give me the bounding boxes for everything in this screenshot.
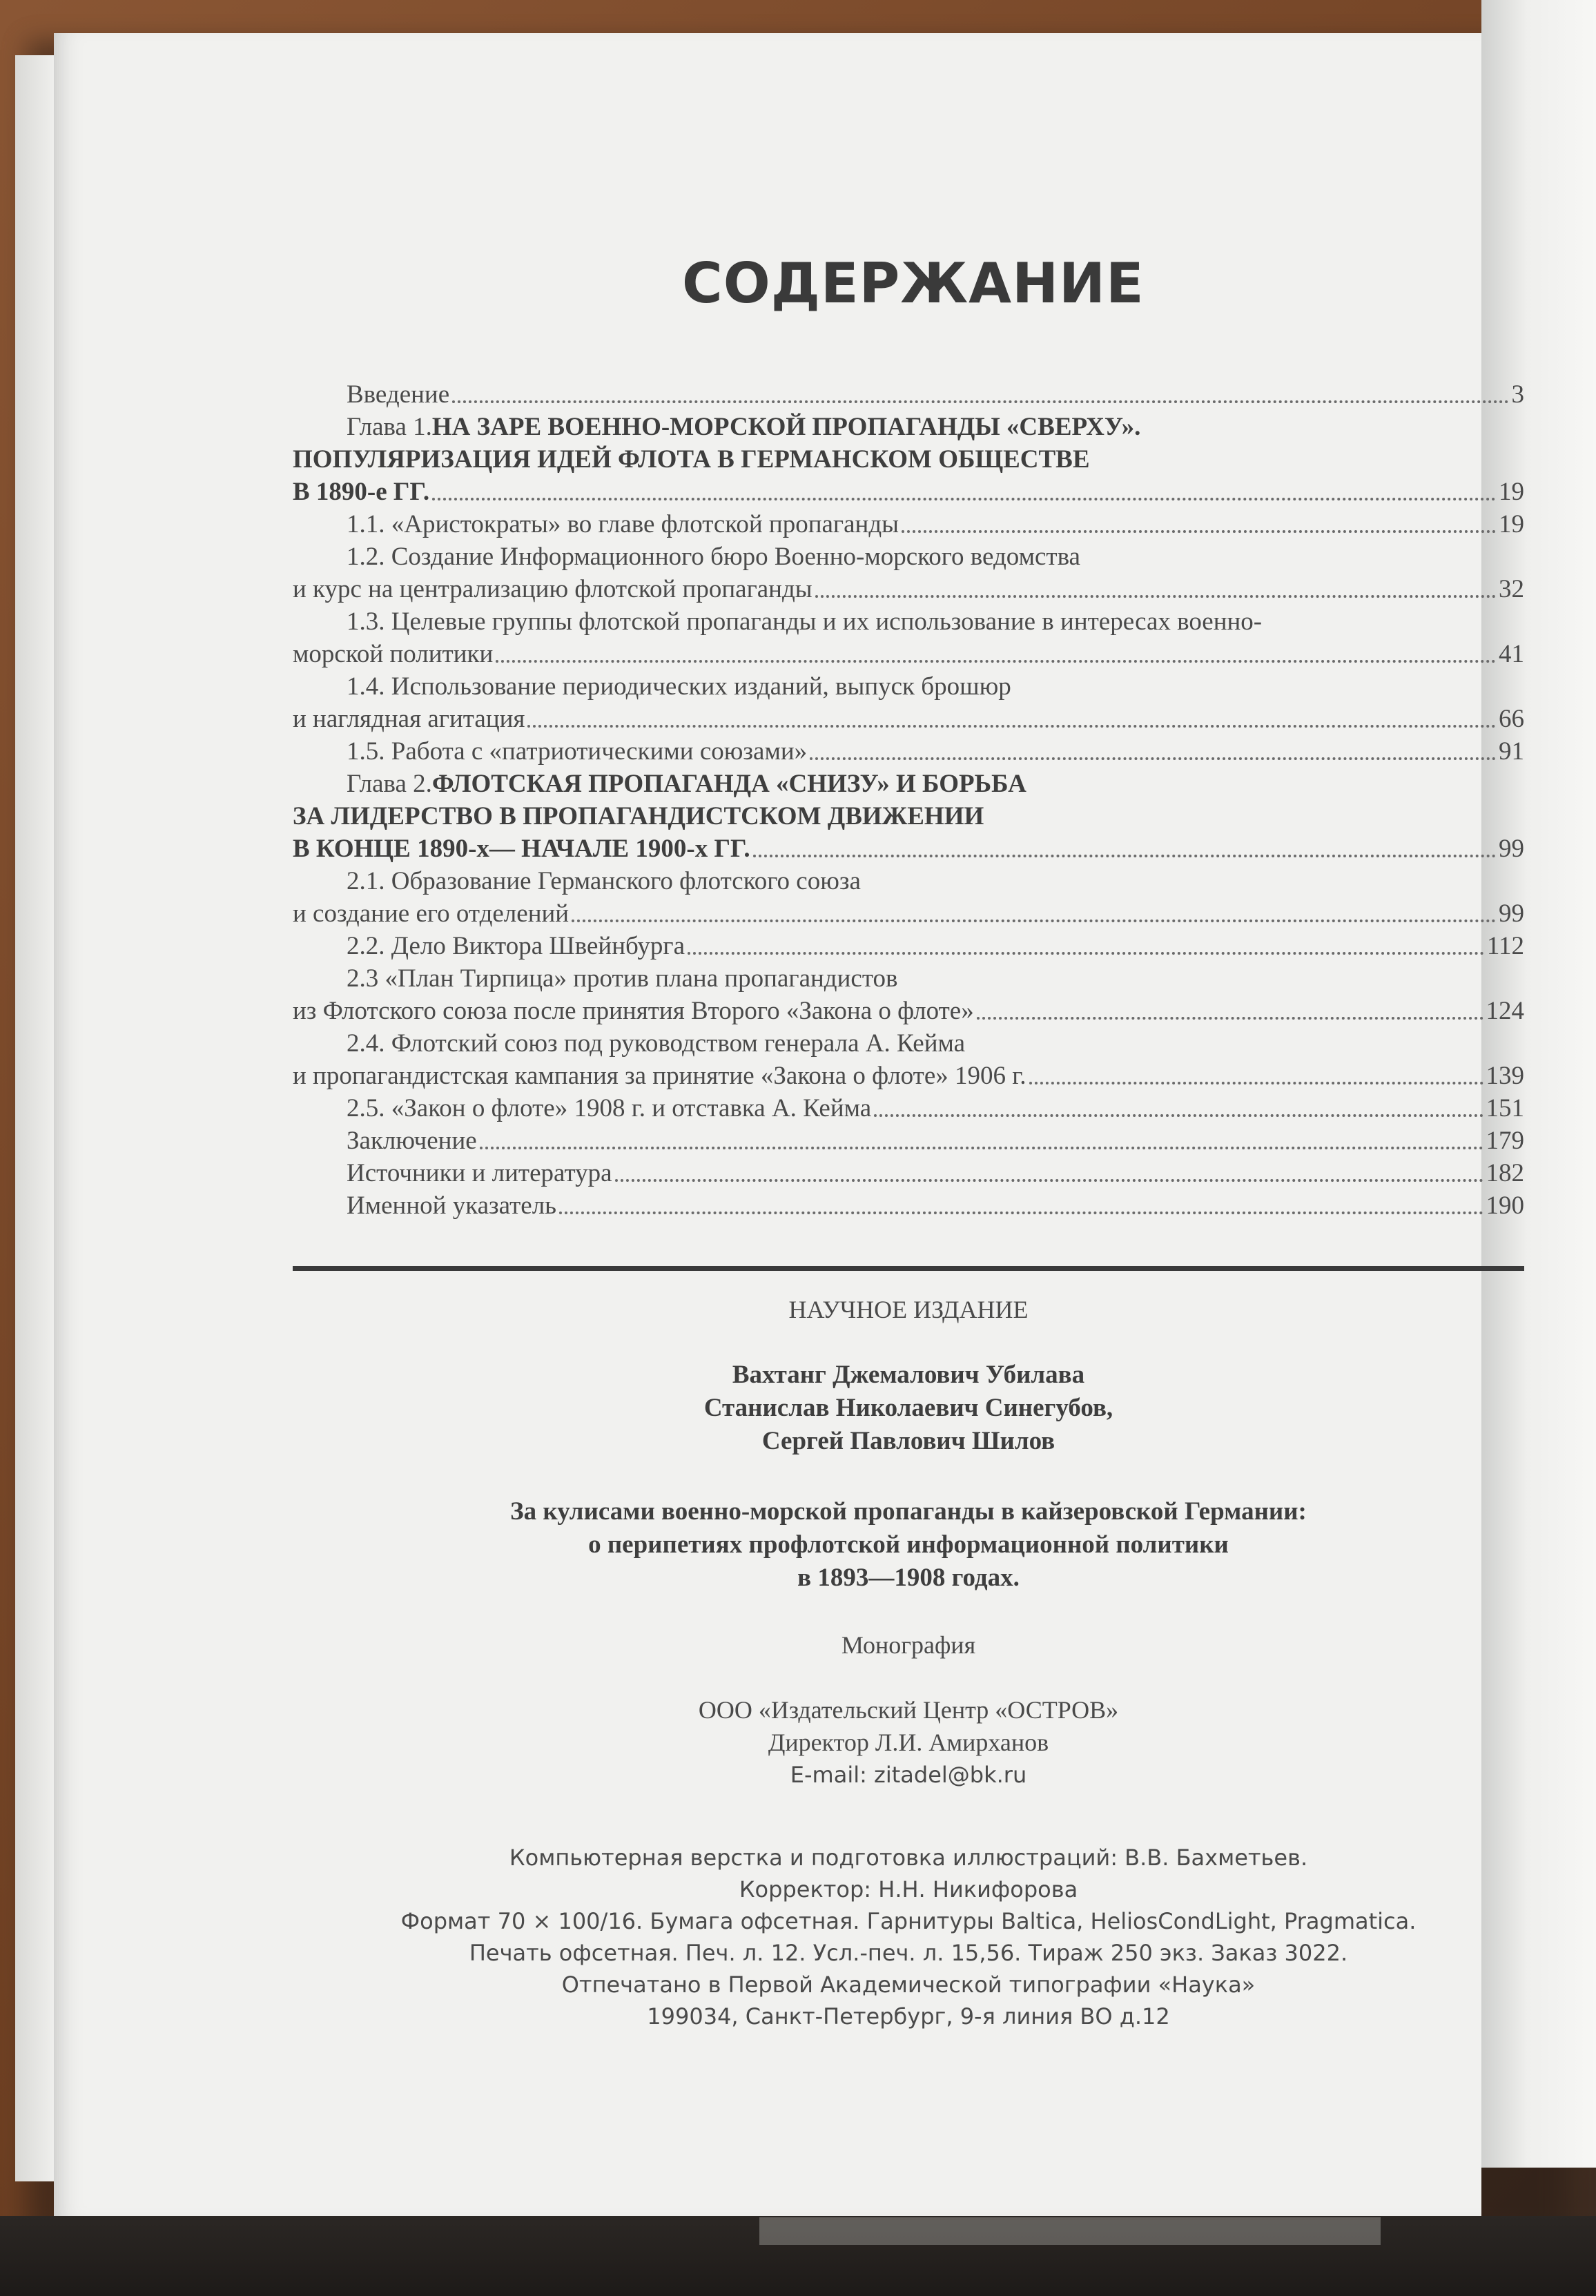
toc-leader-dots bbox=[527, 725, 1496, 728]
toc-entry-text: ПОПУЛЯРИЗАЦИЯ ИДЕЙ ФЛОТА В ГЕРМАНСКОМ ОБЩЕСТВЕ bbox=[293, 445, 1090, 474]
toc-entry-text: Заключение bbox=[347, 1127, 477, 1155]
toc-entry bbox=[293, 800, 1524, 833]
toc-entry bbox=[293, 508, 1524, 541]
toc-leader-dots bbox=[874, 1114, 1483, 1117]
imprint-edition-type bbox=[293, 1294, 1524, 1326]
toc-entry bbox=[293, 897, 1524, 930]
toc-leader-dots bbox=[1029, 1082, 1483, 1084]
toc-entry bbox=[293, 605, 1524, 638]
toc-leader-dots bbox=[977, 1017, 1483, 1020]
colophon-line: Корректор: Н.Н. Никифорова bbox=[739, 1876, 1078, 1903]
toc-entry-page: 91 bbox=[1499, 737, 1524, 766]
toc-entry-page: 112 bbox=[1486, 932, 1524, 960]
toc-leader-dots bbox=[496, 660, 1496, 663]
imprint-publisher bbox=[293, 1694, 1524, 1791]
toc-entry-prefix: Глава 1. bbox=[347, 413, 432, 441]
toc-entry bbox=[293, 476, 1524, 508]
colophon-line: 199034, Санкт-Петербург, 9-я линия ВО д.12 bbox=[647, 2003, 1170, 2030]
section-divider bbox=[293, 1266, 1524, 1271]
toc-leader-dots bbox=[688, 952, 1484, 955]
author-name: Станислав Николаевич Синегубов, bbox=[703, 1394, 1113, 1422]
toc-entry-text: и наглядная агитация bbox=[293, 705, 525, 733]
toc-leader-dots bbox=[559, 1212, 1483, 1214]
imprint-book-title bbox=[293, 1495, 1524, 1595]
toc-entry bbox=[293, 638, 1524, 670]
toc-entry bbox=[293, 1027, 1524, 1060]
toc-entry bbox=[293, 995, 1524, 1027]
toc-entry-text: и курс на централизацию флотской пропаганды bbox=[293, 575, 812, 603]
genre: Монография bbox=[841, 1631, 976, 1659]
toc-entry bbox=[293, 1060, 1524, 1092]
page-title: СОДЕРЖАНИЕ bbox=[682, 251, 1145, 315]
edition-type: НАУЧНОЕ ИЗДАНИЕ bbox=[788, 1296, 1029, 1323]
toc-leader-dots bbox=[815, 595, 1496, 598]
toc-entry-page: 66 bbox=[1499, 705, 1524, 733]
toc-entry-page: 41 bbox=[1499, 640, 1524, 668]
toc-entry-text: НА ЗАРЕ ВОЕННО-МОРСКОЙ ПРОПАГАНДЫ «СВЕРХУ». bbox=[431, 413, 1141, 441]
toc-entry-page: 99 bbox=[1499, 835, 1524, 863]
toc-entry-text: 2.4. Флотский союз под руководством генерала А. Кейма bbox=[347, 1029, 966, 1058]
colophon-line: Отпечатано в Первой Академической типографии «Наука» bbox=[561, 1972, 1256, 1998]
toc-entry-text: 1.5. Работа с «патриотическими союзами» bbox=[347, 737, 808, 766]
colophon-line: Печать офсетная. Печ. л. 12. Усл.-печ. л. 15,56. Тираж 250 экз. Заказ 3022. bbox=[469, 1940, 1348, 1966]
colophon-line: Формат 70 × 100/16. Бумага офсетная. Гарнитуры Baltica, HeliosCondLight, Pragmatica. bbox=[400, 1908, 1417, 1934]
toc-entry-text: и пропагандистская кампания за принятие «Закона о флоте» 1906 г. bbox=[293, 1062, 1026, 1090]
toc-entry-text: 1.3. Целевые группы флотской пропаганды и их использование в интересах военно- bbox=[347, 607, 1263, 636]
toc-entry-text: 2.3 «План Тирпица» против плана пропагандистов bbox=[347, 964, 898, 993]
toc-entry bbox=[293, 768, 1524, 800]
toc-entry-page: 151 bbox=[1486, 1094, 1524, 1122]
toc-entry-text: морской политики bbox=[293, 640, 494, 668]
colophon-line: Компьютерная верстка и подготовка иллюстраций: В.В. Бахметьев. bbox=[509, 1845, 1308, 1871]
toc-entry-page: 99 bbox=[1499, 899, 1524, 928]
toc-entry-text: В КОНЦЕ 1890-х— НАЧАЛЕ 1900-х ГГ. bbox=[293, 835, 750, 863]
toc-entry bbox=[293, 1189, 1524, 1222]
toc-leader-dots bbox=[615, 1179, 1483, 1182]
toc-entry bbox=[293, 930, 1524, 962]
publisher-email: E-mail: zitadel@bk.ru bbox=[790, 1762, 1027, 1788]
toc-entry-page: 124 bbox=[1486, 997, 1524, 1025]
toc-entry-text: Именной указатель bbox=[347, 1191, 557, 1220]
toc-entry bbox=[293, 443, 1524, 476]
toc-entry-text: Источники и литература bbox=[347, 1159, 612, 1187]
toc-entry bbox=[293, 865, 1524, 897]
book-title-line: о перипетиях профлотской информационной политики bbox=[588, 1530, 1229, 1559]
toc-entry bbox=[293, 378, 1524, 411]
book-title-line: За кулисами военно-морской пропаганды в кайзеровской Германии: bbox=[510, 1497, 1307, 1526]
toc-entry-page: 19 bbox=[1499, 510, 1524, 538]
toc-entry bbox=[293, 1092, 1524, 1125]
imprint-genre bbox=[293, 1629, 1524, 1662]
book-page bbox=[54, 33, 1524, 2216]
toc-entry-page: 190 bbox=[1486, 1191, 1524, 1220]
toc-entry-text: В 1890-е ГГ. bbox=[293, 478, 430, 506]
imprint-authors bbox=[293, 1359, 1524, 1458]
toc-entry-page: 3 bbox=[1511, 380, 1524, 409]
toc-entry-text: 1.2. Создание Информационного бюро Военно-морского ведомства bbox=[347, 543, 1080, 571]
toc-entry-text: и создание его отделений bbox=[293, 899, 570, 928]
toc-leader-dots bbox=[810, 757, 1496, 760]
publisher-line: Директор Л.И. Амирханов bbox=[768, 1729, 1049, 1756]
toc-entry-text: 1.4. Использование периодических изданий, выпуск брошюр bbox=[347, 672, 1011, 701]
toc-entry-page: 19 bbox=[1499, 478, 1524, 506]
toc-entry-page: 139 bbox=[1486, 1062, 1524, 1090]
toc-entry bbox=[293, 962, 1524, 995]
toc-entry bbox=[293, 411, 1524, 443]
toc-entry-page: 179 bbox=[1486, 1127, 1524, 1155]
toc-leader-dots bbox=[480, 1147, 1483, 1149]
toc-entry-text: ЗА ЛИДЕРСТВО В ПРОПАГАНДИСТСКОМ ДВИЖЕНИИ bbox=[293, 802, 984, 830]
toc-entry-text: 2.1. Образование Германского флотского союза bbox=[347, 867, 861, 895]
toc-entry-text: Введение bbox=[347, 380, 450, 409]
toc-entry-prefix: Глава 2. bbox=[347, 770, 432, 798]
toc-entry-page: 182 bbox=[1486, 1159, 1524, 1187]
light-reflection bbox=[759, 2217, 1381, 2245]
toc-entry-text: 2.5. «Закон о флоте» 1908 г. и отставка А. Кейма bbox=[347, 1094, 872, 1122]
toc-entry-text: 2.2. Дело Виктора Швейнбурга bbox=[347, 932, 685, 960]
toc-entry-page: 32 bbox=[1499, 575, 1524, 603]
book-spine bbox=[15, 55, 57, 2181]
toc-leader-dots bbox=[432, 498, 1496, 500]
toc-entry bbox=[293, 541, 1524, 573]
author-name: Сергей Павлович Шилов bbox=[761, 1427, 1055, 1455]
toc-leader-dots bbox=[572, 920, 1496, 922]
publisher-line: ООО «Издательский Центр «ОСТРОВ» bbox=[698, 1696, 1119, 1724]
toc-entry bbox=[293, 1125, 1524, 1157]
toc-entry-text: ФЛОТСКАЯ ПРОПАГАНДА «СНИЗУ» И БОРЬБА bbox=[431, 770, 1026, 798]
toc-leader-dots bbox=[753, 855, 1496, 857]
toc-entry bbox=[293, 670, 1524, 703]
toc-entry bbox=[293, 703, 1524, 735]
book-title-line: в 1893—1908 годах. bbox=[797, 1564, 1020, 1592]
imprint-colophon bbox=[293, 1842, 1524, 2032]
toc-leader-dots bbox=[902, 530, 1496, 533]
toc-entry bbox=[293, 573, 1524, 605]
toc-entry-text: из Флотского союза после принятия Второго «Закона о флоте» bbox=[293, 997, 974, 1025]
toc-leader-dots bbox=[452, 400, 1508, 403]
author-name: Вахтанг Джемалович Убилава bbox=[732, 1361, 1085, 1389]
toc-entry bbox=[293, 735, 1524, 768]
toc-entry-text: 1.1. «Аристократы» во главе флотской пропаганды bbox=[347, 510, 899, 538]
toc-entry bbox=[293, 1157, 1524, 1189]
table-of-contents bbox=[293, 378, 1524, 1222]
toc-entry bbox=[293, 833, 1524, 865]
